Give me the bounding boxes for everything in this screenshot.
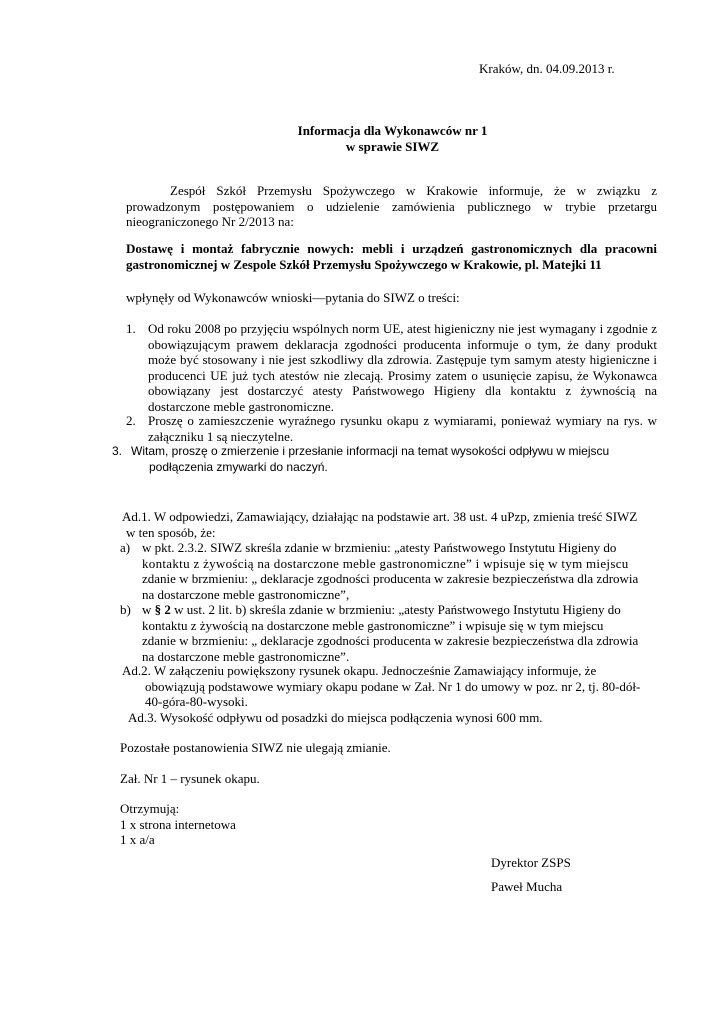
answer-2-line-1: Ad.2. W załączeniu powiększony rysunek okapu. Jednocześnie Zamawiający informuje, że <box>122 663 597 678</box>
recipients <box>120 801 236 848</box>
tender-subject: Dostawę i montaż fabrycznie nowych: mebli i urządzeń gastronomicznych dla pracowni gastronomicznej w Zespole Szkół Przemysłu Spożywczego w Krakowie, pl. Matejki 11 <box>126 241 657 272</box>
attachment-note: Zał. Nr 1 – rysunek okapu. <box>120 771 260 786</box>
answer-b-rest: w ust. 2 lit. b) skreśla zdanie w brzmieniu: „atesty Państwowego Instytutu Higieny do <box>170 602 621 617</box>
answer-2-line-3: 40-góra-80-wysoki. <box>145 694 248 709</box>
answer-1-line-2: w ten sposób, że: <box>126 524 216 540</box>
answer-b-line-3: zdanie w brzmieniu: „ deklaracje zgodności producenta w zakresie bezpieczeństwa dla zdrowia <box>142 633 639 648</box>
question-2 <box>126 413 657 444</box>
question-text-line-1: Witam, proszę o zmierzenie i przesłanie informacji na temat wysokości odpływu w miejscu <box>131 444 610 458</box>
section-reference: § 2 <box>154 602 171 617</box>
recipients-label: Otrzymują: <box>120 801 180 816</box>
answer-a-line-2: kontaktu z żywością na dostarczone meble gastronomiczne” i wpisuje się w tym miejscu <box>142 555 629 571</box>
answer-b-w: w <box>142 602 155 617</box>
document-title <box>200 123 585 154</box>
place-date: Kraków, dn. 04.09.2013 r. <box>479 61 615 76</box>
answer-item-label: b) <box>120 602 131 617</box>
answer-b-line-4: na dostarczone meble gastronomiczne”. <box>142 648 350 664</box>
recipient-item: 1 x a/a <box>120 832 155 847</box>
signatory-name: Paweł Mucha <box>491 878 563 894</box>
answer-2-line-2: obowiązują podstawowe wymiary okapu podane w Zał. Nr 1 do umowy w poz. nr 2, tj. 80-dół- <box>145 678 641 694</box>
title-line-1: Informacja dla Wykonawców nr 1 <box>297 123 488 138</box>
answer-item-label: a) <box>120 540 131 555</box>
answer-1-line-1: Ad.1. W odpowiedzi, Zamawiający, działając na podstawie art. 38 ust. 4 uPzp, zmienia treść SIWZ <box>122 509 638 524</box>
signatory-title: Dyrektor ZSPS <box>491 855 571 870</box>
answer-item-b <box>120 602 665 664</box>
answer-b-line-2: kontaktu z żywością na dostarczone meble gastronomiczne” i wpisuje się w tym miejscu <box>142 617 604 633</box>
remaining-provisions: Pozostałe postanowienia SIWZ nie ulegają zmianie. <box>120 740 391 755</box>
question-text: Od roku 2008 po przyjęciu wspólnych norm UE, atest higieniczny nie jest wymagany i zgodnie z obowiązującym prawem deklaracja zgodności producenta informuje o tym, że dany produkt może być stosowany i nie jest szkodliwy dla zdrowia. Zastępuje tym samym atesty higieniczne i producenci UE już tych atestów nie zlecają. Prosimy zatem o usunięcie zapisu, że Wykonawca obowiązany jest dostarczyć atesty Państwowego Higieny dla kontaktu z żywnością na dostarczone meble gastronomiczne. <box>148 321 657 414</box>
answer-b-line-1 <box>142 602 665 618</box>
question-number: 3. <box>112 444 123 458</box>
answer-3: Ad.3. Wysokość odpływu od posadzki do miejsca podłączenia wynosi 600 mm. <box>128 710 543 725</box>
answer-a-line-3: zdanie w brzmieniu: „ deklaracje zgodności producenta w zakresie bezpieczeństwa dla zdrowia <box>142 571 639 586</box>
title-line-2: w sprawie SIWZ <box>345 138 440 154</box>
question-number: 2. <box>126 413 136 428</box>
intro-paragraph: Zespół Szkół Przemysłu Spożywczego w Krakowie informuje, że w związku z prowadzonym postępowaniem o udzielenie zamówienia publicznego w trybie przetargu nieograniczonego Nr 2/2013 na: <box>126 183 657 229</box>
questions-intro: wpłynęły od Wykonawców wnioski—pytania do SIWZ o treści: <box>126 290 460 305</box>
recipient-item: 1 x strona internetowa <box>120 816 236 832</box>
question-1 <box>126 321 657 414</box>
answer-2 <box>122 663 662 710</box>
signature-block <box>491 855 571 894</box>
answer-1-intro <box>122 509 662 540</box>
question-3 <box>112 444 672 475</box>
question-text: Proszę o zamieszczenie wyraźnego rysunku okapu z wymiarami, ponieważ wymiary na rys. w załączniku 1 są nieczytelne. <box>148 413 657 444</box>
answer-item-a <box>120 540 665 602</box>
question-text-line-2: podłączenia zmywarki do naczyń. <box>149 459 328 474</box>
answer-a-line-1: w pkt. 2.3.2. SIWZ skreśla zdanie w brzmieniu: „atesty Państwowego Instytutu Higieny do <box>142 540 617 555</box>
question-number: 1. <box>126 321 136 336</box>
answer-a-line-4: na dostarczone meble gastronomiczne”, <box>142 586 350 602</box>
